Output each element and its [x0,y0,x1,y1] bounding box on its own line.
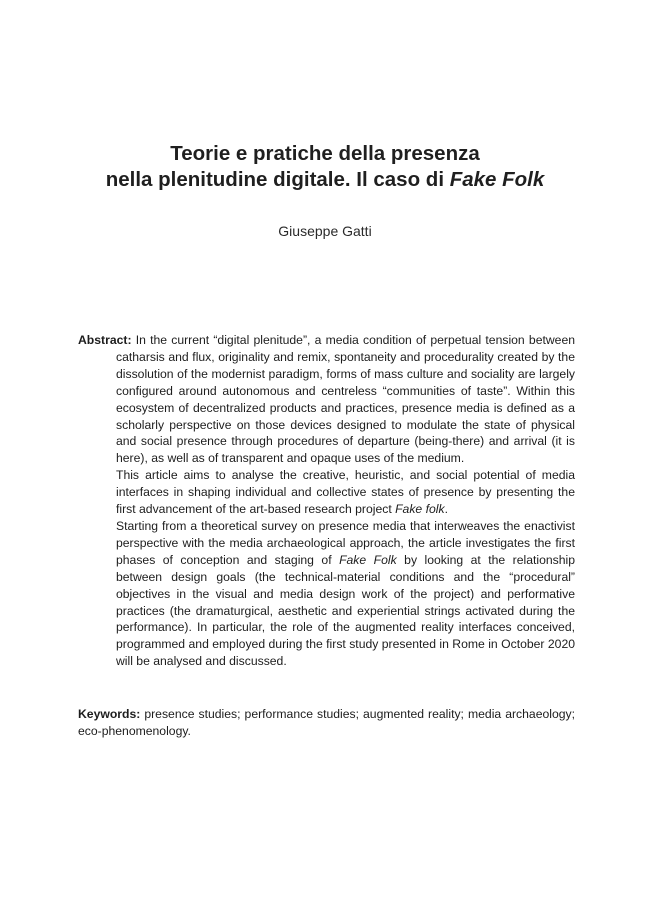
abstract-p2-text: This article aims to analyse the creative, heuristic, and social potential of media interfaces in shaping individual and collective states of presence by presenting the first advancement of the art-based research project [116,468,575,517]
title-italic: Fake Folk [449,168,545,191]
abstract-paragraph-2 [78,467,575,518]
abstract-p2-italic: Fake folk [395,502,445,517]
abstract-p2-end: . [444,502,448,517]
keywords-text: presence studies; performance studies; augmented reality; media archaeology; eco-phenomenology. [78,707,575,738]
keywords-label: Keywords: [78,707,141,721]
author-name: Giuseppe Gatti [278,223,372,239]
abstract-paragraph-3 [78,518,575,670]
paper-title [0,141,650,193]
abstract-p1-text: In the current “digital plenitude”, a media condition of perpetual tension between catharsis and flux, originality and remix, spontaneity and procedurality created by the dissolution of the modernist paradigm, forms of mass culture and sociality are largely configured around autonomous and centreless “communities of taste”. Within this ecosystem of decentralized products and practices, presence media is defined as a scholarly perspective on those devices designed to modulate the state of physical and social presence through procedures of departure (being-there) and arrival (it is here), as well as of transparent and opaque uses of the medium. [116,333,575,466]
title-line-2: nella plenitudine digitale. Il caso di [105,168,450,191]
abstract-section [78,332,575,670]
abstract-label: Abstract: [78,333,132,347]
abstract-p3-text: Starting from a theoretical survey on presence media that interweaves the enactivist perspective with the media archaeological approach, the article investigates the first phases of conception and staging of [116,518,575,567]
abstract-p3-end: by looking at the relationship between design goals (the technical-material conditions and the “procedural” objectives in the visual and media design work of the project) and performative practices (the dramaturgical, aesthetic and experiential strings activated during the performance). In particular, the role of the augmented reality interfaces conceived, programmed and employed during the first study presented in Rome in October 2020 will be analysed and discussed. [116,552,575,669]
keywords-section [78,706,575,740]
abstract-p3-italic: Fake Folk [339,552,397,567]
title-line-1: Teorie e pratiche della presenza [170,142,480,165]
abstract-paragraph-1 [78,332,575,467]
